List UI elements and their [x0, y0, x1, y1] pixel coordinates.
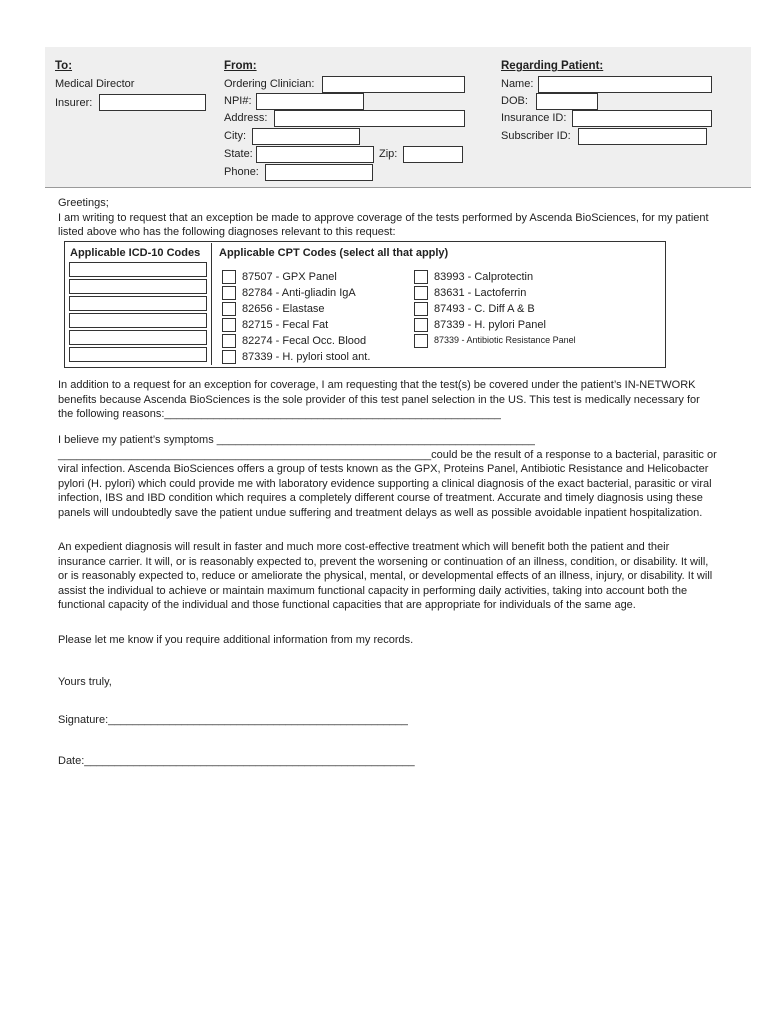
subscriber-id-field[interactable]: [578, 128, 707, 145]
greeting-block: [58, 196, 718, 240]
closing: Yours truly,: [58, 676, 112, 688]
network-paragraph: In addition to a request for an exception for coverage, I am requesting that the test(s) be covered under the patient’s IN-NETWORK benefits because Ascenda BioSciences is the sole provider of this test panel selection in the US. This test is medically necessary for the following reasons:_______________________________________________________: [58, 379, 700, 421]
zip-field[interactable]: [403, 146, 463, 163]
from-title: From:: [224, 60, 257, 72]
state-field[interactable]: [256, 146, 374, 163]
cpt-label-87493: 87493 - C. Diff A & B: [434, 303, 535, 315]
phone-label: Phone:: [224, 166, 259, 178]
subscriber-id-label: Subscriber ID:: [501, 130, 571, 142]
patient-name-field[interactable]: [538, 76, 712, 93]
npi-field[interactable]: [256, 93, 364, 110]
cpt-label-82715: 82715 - Fecal Fat: [242, 319, 329, 331]
icd-code-input[interactable]: [69, 262, 207, 277]
cpt-label-87339-antibiotic: 87339 - Antibiotic Resistance Panel: [434, 335, 576, 345]
cpt-label-83993: 83993 - Calprotectin: [434, 271, 534, 283]
address-label: Address:: [224, 112, 268, 124]
cpt-checkbox-82274[interactable]: [222, 334, 236, 348]
cpt-checkbox-87339-antibiotic[interactable]: [414, 334, 428, 348]
insurance-id-field[interactable]: [572, 110, 712, 127]
icd-code-input[interactable]: [69, 296, 207, 311]
to-title: To:: [55, 60, 73, 72]
phone-field[interactable]: [265, 164, 373, 181]
icd-code-input[interactable]: [69, 279, 207, 294]
intro-paragraph: I am writing to request that an exception be made to approve coverage of the tests performed by Ascenda BioSciences, for my patient listed above who has the following diagnoses relevant to this request:: [58, 211, 709, 239]
cpt-label-82274: 82274 - Fecal Occ. Blood: [242, 335, 367, 347]
insurer-label: Insurer:: [55, 97, 93, 109]
patient-title: Regarding Patient:: [501, 60, 604, 72]
cpt-label-87339-stool: 87339 - H. pylori stool ant.: [242, 351, 371, 363]
icd-code-input[interactable]: [69, 330, 207, 345]
cpt-checkbox-83631[interactable]: [414, 286, 428, 300]
cpt-label-82656: 82656 - Elastase: [242, 303, 325, 315]
dob-field[interactable]: [536, 93, 598, 110]
icd-code-input[interactable]: [69, 347, 207, 362]
patient-name-label: Name:: [501, 78, 534, 90]
npi-label: NPI#:: [224, 95, 252, 107]
cpt-label-82784: 82784 - Anti-gliadin IgA: [242, 287, 356, 299]
zip-label: Zip:: [379, 148, 398, 160]
state-label: State:: [224, 148, 253, 160]
cpt-label-87507: 87507 - GPX Panel: [242, 271, 337, 283]
city-label: City:: [224, 130, 246, 142]
symptoms-paragraph: I believe my patient’s symptoms ____________________________________________________ _____________________________________________________________could be the result of a response to a bacterial, parasitic or viral infection. Ascenda BioSciences offers a group of tests known as the GPX, Proteins Panel, Antibiotic Resistance and Helicobacter pylori (H. pylori) which could provide me with laboratory evidence supporting a clinical diagnosis of the exact bacterial, parasitic or viral infection, IBS and IBD condition which requires a completely different course of treatment. Accurate and timely diagnosis using these panels will undoubtedly save the patient undue suffering and treatment delays as well as possible avoidable inpatient hospitalization.: [58, 434, 717, 519]
address-field[interactable]: [274, 110, 465, 127]
cpt-checkbox-82715[interactable]: [222, 318, 236, 332]
expedient-paragraph: An expedient diagnosis will result in faster and much more cost-effective treatment which will benefit both the patient and their insurance carrier. It will, or is reasonably expected to, prevent the worsening or continuation of an illness, condition, or disability. It will, or is reasonably expected to, reduce or ameliorate the physical, mental, or developmental effects of an illness, injury, or disability. It will assist the individual to achieve or maintain maximum functional capacity in performing daily activities, taking into account both the functional capacity of the individual and those functional capacities that are appropriate for individuals of the same age.: [58, 541, 713, 612]
cpt-checkbox-83993[interactable]: [414, 270, 428, 284]
cpt-checkbox-82784[interactable]: [222, 286, 236, 300]
greeting: Greetings;: [58, 197, 109, 209]
cpt-checkbox-82656[interactable]: [222, 302, 236, 316]
insurer-field[interactable]: [99, 94, 206, 111]
clinician-label: Ordering Clinician:: [224, 78, 315, 90]
insurance-id-label: Insurance ID:: [501, 112, 567, 124]
date-line[interactable]: Date:______________________________________________________: [58, 755, 415, 767]
icd-code-input[interactable]: [69, 313, 207, 328]
cpt-checkbox-87339-panel[interactable]: [414, 318, 428, 332]
cpt-checkbox-87493[interactable]: [414, 302, 428, 316]
codes-divider: [211, 243, 212, 365]
cpt-label-83631: 83631 - Lactoferrin: [434, 287, 527, 299]
to-recipient: Medical Director: [55, 78, 135, 90]
cpt-checkbox-87339-stool[interactable]: [222, 350, 236, 364]
contact-paragraph: Please let me know if you require additional information from my records.: [58, 634, 414, 646]
clinician-field[interactable]: [322, 76, 465, 93]
city-field[interactable]: [252, 128, 360, 145]
icd-header: Applicable ICD-10 Codes: [70, 247, 201, 259]
dob-label: DOB:: [501, 95, 528, 107]
signature-line[interactable]: Signature:_________________________________________________: [58, 714, 408, 726]
cpt-header: Applicable CPT Codes (select all that apply): [219, 247, 449, 259]
cpt-label-87339-panel: 87339 - H. pylori Panel: [434, 319, 546, 331]
cpt-checkbox-87507[interactable]: [222, 270, 236, 284]
